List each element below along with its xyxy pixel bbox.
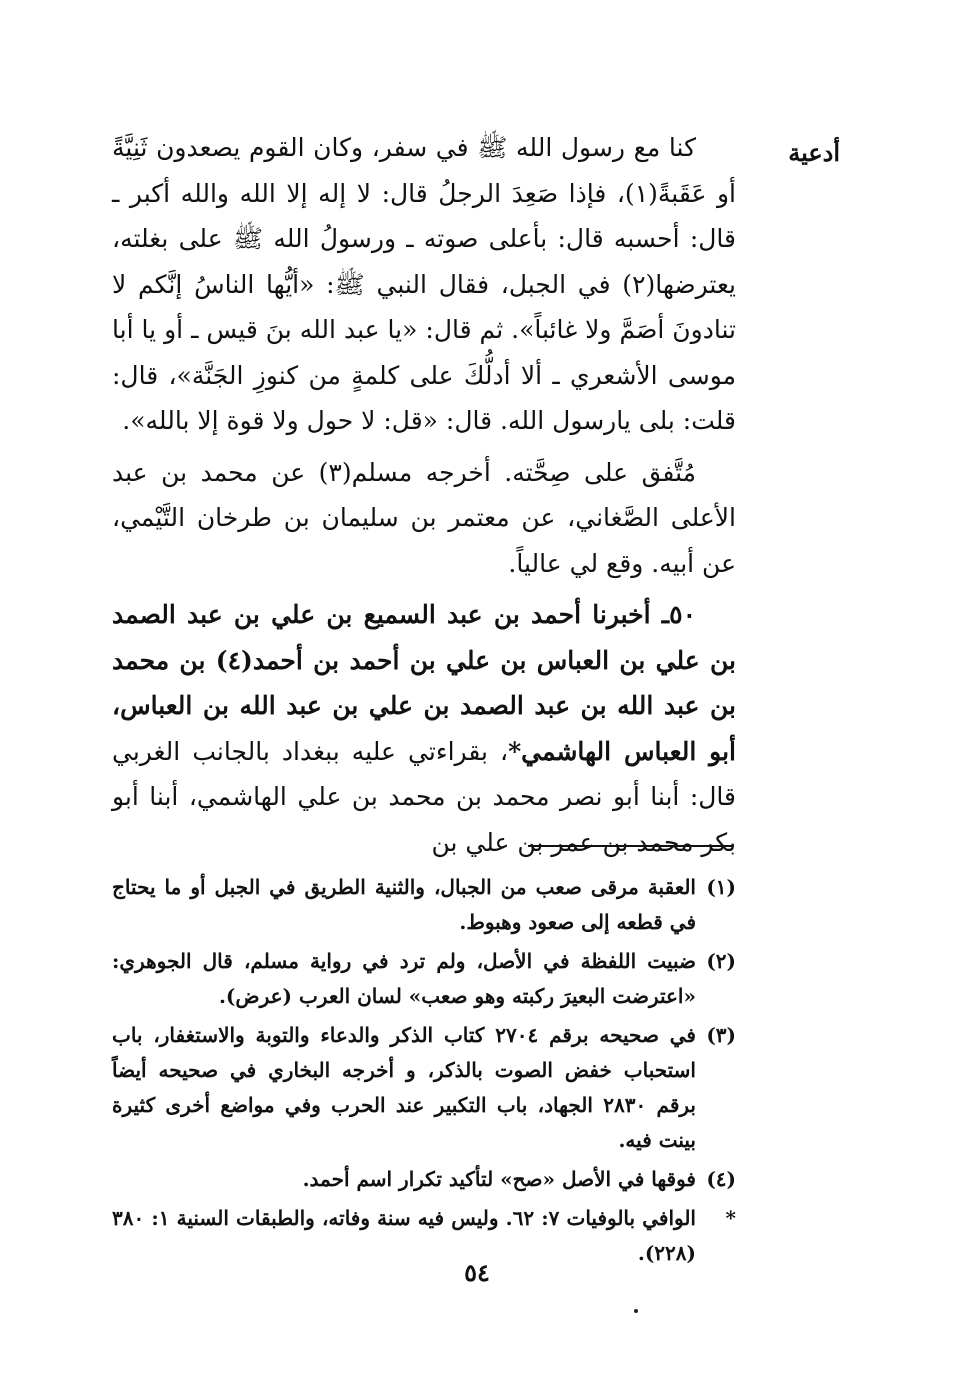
page-number: ٥٤ — [464, 1258, 490, 1287]
footnotes — [112, 870, 736, 1275]
footnote-number: * — [725, 1206, 736, 1230]
footnote-text: الوافي بالوفيات ٧: ٦٢. وليس فيه سنة وفاته، والطبقات السنية ١: ٣٨٠ (٢٢٨). — [112, 1206, 696, 1265]
takhrij-paragraph: مُتَّفق على صِحَّته. أخرجه مسلم(٣) عن محمد بن عبد الأعلى الصَّغاني، عن معتمر بن سليمان بن طرخان التَّيْمي، عن أبيه. وقع لي عالياً. — [112, 457, 736, 578]
footnote — [112, 1018, 736, 1158]
isnad-narrator-chain: ٥٠ـ أخبرنا أحمد بن عبد السميع بن علي بن عبد الصمد بن علي بن العباس بن علي بن أحمد بن أحمد(٤) بن محمد بن عبد الله بن عبد الصمد بن علي بن عبد الله بن العباس، أبو العباس الهاشمي* — [112, 600, 736, 766]
footnote-number: (٤) — [706, 1167, 736, 1191]
footnote-number: (٣) — [706, 1023, 736, 1047]
footnote-text: فوقها في الأصل «صح» لتأكيد تكرار اسم أحمد. — [302, 1167, 696, 1191]
isnad-continuation: ، بقراءتي عليه ببغداد بالجانب الغربي قال: أبنا أبو نصر محمد بن محمد بن علي الهاشمي، أبنا أبو بكر محمد بن عمر بن علي بن — [112, 736, 736, 857]
footnote-number: (١) — [706, 875, 736, 899]
footnote — [112, 1201, 736, 1271]
footnote-separator — [528, 845, 734, 847]
footnote-number: (٢) — [706, 949, 736, 973]
scan-speck — [634, 1309, 638, 1313]
main-text — [112, 125, 736, 865]
isnad-paragraph — [112, 592, 736, 865]
footnote — [112, 870, 736, 940]
hadith-paragraph: كنا مع رسول الله ﷺ في سفر، وكان القوم يصعدون ثَنِيَّةً أو عَقَبةً(١)، فإذا صَعِدَ الرجلُ قال: لا إله إلا الله والله أكبر ـ قال: أحسبه قال: بأعلى صوته ـ ورسولُ الله ﷺ على بغلته، يعترضها(٢) في الجبل، فقال النبي ﷺ: «أيُّها الناسُ إنَّكم لا تنادونَ أصَمَّ ولا غائباً». ثم قال: «يا عبد الله بنَ قيس ـ أو يا أبا موسى الأشعري ـ ألا أدلُّكَ على كلمةٍ من كنوزِ الجَنَّة»، قال: قلت: بلى يارسول الله. قال: «قل: لا حول ولا قوة إلا بالله». — [112, 133, 736, 435]
footnote — [112, 1162, 736, 1197]
footnote-text: العقبة مرقى صعب من الجبال، والثنية الطريق في الجبل أو ما يحتاج في قطعه إلى صعود وهبوط. — [112, 875, 696, 934]
footnote-text: ضبيت اللفظة في الأصل، ولم ترد في رواية مسلم، قال الجوهري: «اعترضت البعيرَ ركبته وهو صعب» لسان العرب (عرض). — [112, 949, 696, 1008]
section-side-label: أدعية — [788, 138, 840, 167]
footnote-text: في صحيحه برقم ٢٧٠٤ كتاب الذكر والدعاء والتوبة والاستغفار، باب استحباب خفض الصوت بالذكر، و أخرجه البخاري في صحيحه أيضاً برقم ٢٨٣٠ الجهاد، باب التكبير عند الحرب وفي مواضع أخرى كثيرة بينت فيه. — [112, 1023, 697, 1152]
footnote — [112, 944, 736, 1014]
